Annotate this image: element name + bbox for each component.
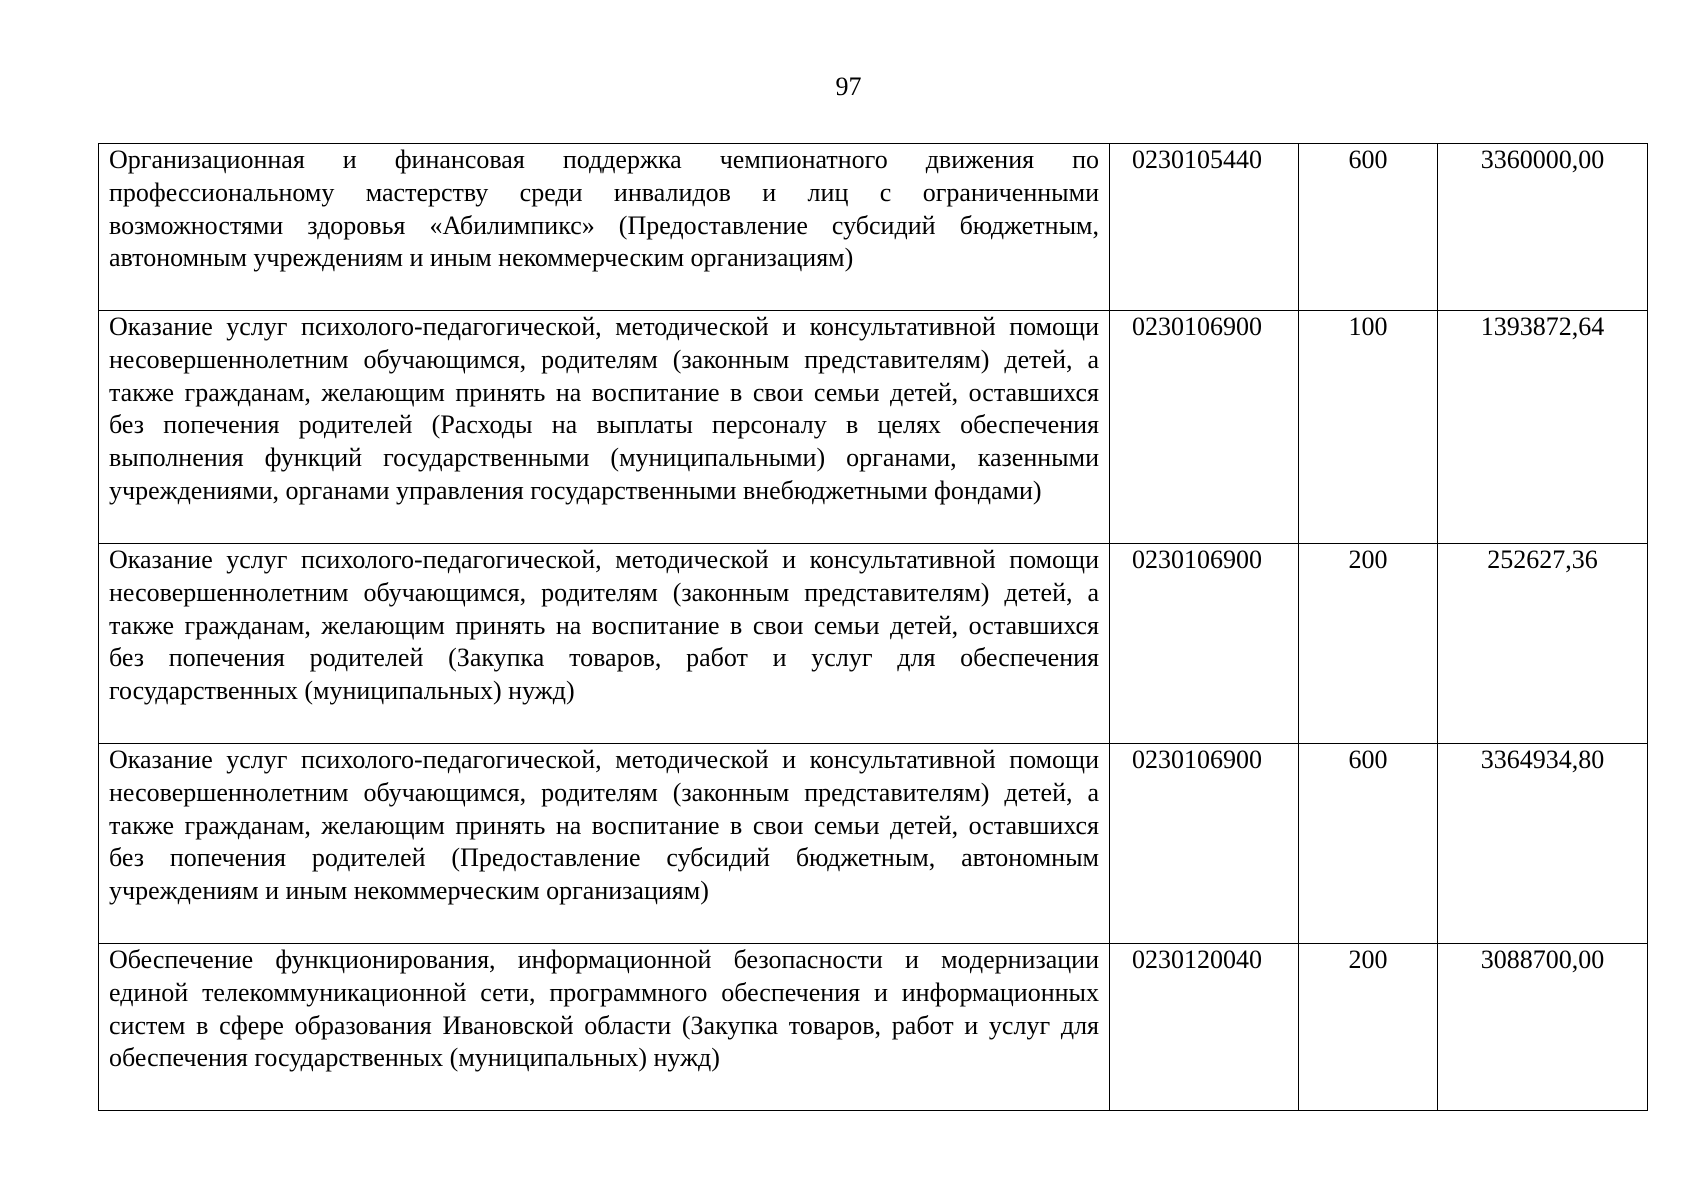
row-expense-kind: 200 [1299, 544, 1438, 744]
row-target-code: 0230106900 [1110, 311, 1299, 544]
table-row [99, 944, 1648, 1111]
row-expense-kind: 600 [1299, 744, 1438, 944]
row-description: Обеспечение функционирования, информационной безопасности и модернизации единой телекоммуникационной сети, программного обеспечения и информационных систем в сфере образования Ивановской области (Закупка товаров, работ и услуг для обеспечения государственных (муниципальных) нужд) [99, 944, 1110, 1111]
row-amount: 3360000,00 [1438, 144, 1648, 311]
row-target-code: 0230106900 [1110, 544, 1299, 744]
row-description: Оказание услуг психолого-педагогической, методической и консультативной помощи несовершеннолетним обучающимся, родителям (законным представителям) детей, а также гражданам, желающим принять на воспитание в свои семьи детей, оставшихся без попечения родителей (Расходы на выплаты персоналу в целях обеспечения выполнения функций государственными (муниципальными) органами, казенными учреждениями, органами управления государственными внебюджетными фондами) [99, 311, 1110, 544]
row-target-code: 0230106900 [1110, 744, 1299, 944]
row-expense-kind: 100 [1299, 311, 1438, 544]
row-amount: 3088700,00 [1438, 944, 1648, 1111]
table-row [99, 544, 1648, 744]
row-expense-kind: 200 [1299, 944, 1438, 1111]
page-number: 97 [835, 72, 862, 101]
row-target-code: 0230120040 [1110, 944, 1299, 1111]
row-target-code: 0230105440 [1110, 144, 1299, 311]
row-amount: 252627,36 [1438, 544, 1648, 744]
table-row [99, 744, 1648, 944]
row-amount: 3364934,80 [1438, 744, 1648, 944]
row-description: Организационная и финансовая поддержка чемпионатного движения по профессиональному мастерству среди инвалидов и лиц с ограниченными возможностями здоровья «Абилимпикс» (Предоставление субсидий бюджетным, автономным учреждениям и иным некоммерческим организациям) [99, 144, 1110, 311]
row-expense-kind: 600 [1299, 144, 1438, 311]
row-description: Оказание услуг психолого-педагогической, методической и консультативной помощи несовершеннолетним обучающимся, родителям (законным представителям) детей, а также гражданам, желающим принять на воспитание в свои семьи детей, оставшихся без попечения родителей (Предоставление субсидий бюджетным, автономным учреждениям и иным некоммерческим организациям) [99, 744, 1110, 944]
budget-table [98, 143, 1648, 1111]
table-row [99, 311, 1648, 544]
row-amount: 1393872,64 [1438, 311, 1648, 544]
table-row [99, 144, 1648, 311]
row-description: Оказание услуг психолого-педагогической, методической и консультативной помощи несовершеннолетним обучающимся, родителям (законным представителям) детей, а также гражданам, желающим принять на воспитание в свои семьи детей, оставшихся без попечения родителей (Закупка товаров, работ и услуг для обеспечения государственных (муниципальных) нужд) [99, 544, 1110, 744]
